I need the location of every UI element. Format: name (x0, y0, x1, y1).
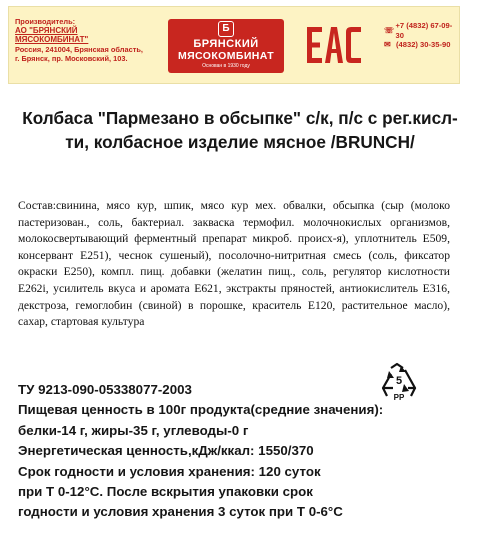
producer-address-line2: г. Брянск, пр. Московский, 103. (15, 53, 128, 63)
logo-line3: Основан в 1930 году (202, 63, 250, 69)
phone-row (384, 21, 458, 40)
logo-line2: МЯСОКОМБИНАТ (177, 50, 275, 62)
logo-badge-icon: Б (218, 21, 234, 37)
fax-icon: ✉ (384, 40, 391, 49)
phone-icon: ☏ (384, 25, 395, 35)
fax-number: (4832) 30-35-90 (396, 40, 451, 49)
producer-info (15, 17, 153, 63)
nutrition-values: белки-14 г, жиры-35 г, углеводы-0 г (18, 422, 249, 438)
producer-label: Производитель: (15, 17, 76, 26)
producer-address-line1: Россия, 241004, Брянская область, (15, 44, 143, 54)
eac-mark-icon (305, 25, 363, 65)
product-details (18, 380, 458, 523)
nutrition-header: Пищевая ценность в 100г продукта(средние значения): (18, 402, 384, 418)
brand-logo (168, 19, 284, 73)
logo-line1: БРЯНСКИЙ (193, 38, 259, 50)
producer-name: АО "БРЯНСКИЙ МЯСОКОМБИНАТ" (15, 26, 89, 45)
contacts (384, 21, 458, 50)
fax-row (384, 40, 458, 50)
storage-line1: Срок годности и условия хранения: 120 суток (18, 463, 321, 479)
producer-banner (8, 6, 460, 84)
phone-number: +7 (4832) 67-09-30 (395, 21, 453, 40)
storage-line3: годности и условия хранения 3 суток при Т 0-6°С (18, 504, 343, 520)
composition-text: Состав:свинина, мясо кур, шпик, мясо кур мех. обвалки, обсыпка (сыр (молоко пастеризован., соль, бактериал. закваска термофил. молочнокислых организмов, молокосвертывающий ферментный препарат микроб. происх-я), уплотнитель Е509, консервант Е251), чеснок сушеный), посолочно-нитритная смесь (соль, фиксатор окраски Е250), компл. пищ. добавки (желатин пищ., соль, регулятор кислотности Е262i, усилитель вкуса и аромата Е621, экстракты пряностей, антиокислитель Е316, декстроза, гемоглобин (свиной) в порошке, краситель Е120, растительное масло), сахар, стартовая культура (18, 199, 450, 329)
product-title: Колбаса "Пармезано в обсыпке" с/к, п/с с рег.кисл-ти, колбасное изделие мясное /BRUNCH/ (22, 108, 458, 152)
recycle-material: PP (393, 393, 405, 402)
recycle-code: 5 (395, 375, 403, 387)
storage-line2: при Т 0-12°С. После вскрытия упаковки срок (18, 484, 313, 500)
standard-code: ТУ 9213-090-05338077-2003 (18, 382, 192, 397)
energy-value: Энергетическая ценность,кДж/ккал: 1550/370 (18, 443, 314, 459)
